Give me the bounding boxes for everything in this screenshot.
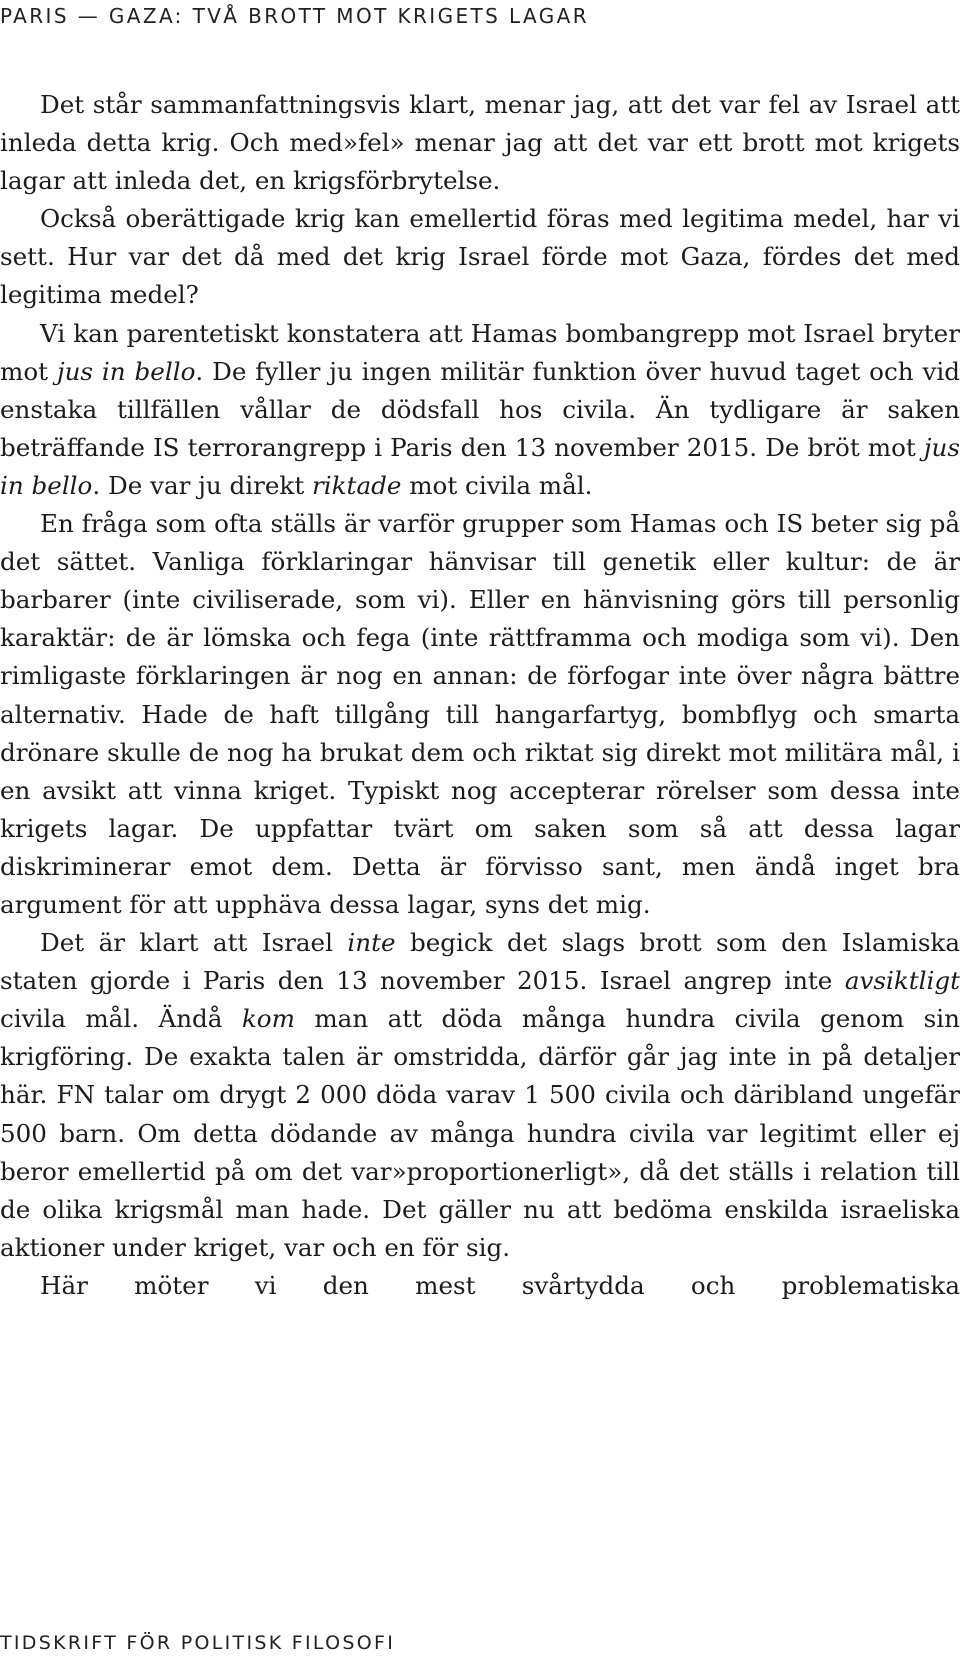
- text-run: . De fyller ju ingen militär funktion över huvud taget och vid enstaka tillfällen vållar de dödsfall hos civila. Än tydligare är saken beträffande IS terrorangrepp i Paris den 13 november 2015. De bröt mot: [0, 356, 960, 462]
- article-body: [0, 86, 960, 1305]
- paragraph: [0, 315, 960, 505]
- text-run: Här möter vi den mest svårtydda och problematiska: [40, 1270, 960, 1300]
- paragraph: [0, 86, 960, 200]
- paragraph: [0, 924, 960, 1267]
- text-run: Vi kan parentetiskt konstatera att Hamas bombangrepp mot Israel bryter mot: [0, 318, 960, 386]
- italic-text: jus in bello: [0, 432, 960, 500]
- italic-text: jus in bello: [56, 356, 196, 386]
- text-run: Också oberättigade krig kan emellertid föras med legitima medel, har vi sett. Hur var det då med det krig Israel förde mot Gaza, fördes det med legitima medel?: [0, 204, 960, 310]
- text-run: mot civila mål.: [401, 470, 593, 500]
- paragraph: [0, 505, 960, 924]
- text-run: begick det slags brott som den Islamiska staten gjorde i Paris den 13 november 2015. Israel angrep inte: [0, 928, 960, 996]
- text-run: Det står sammanfattningsvis klart, menar jag, att det var fel av Israel att inleda detta krig. Och med»fel» menar jag att det var ett brott mot krigets lagar att inleda det, en krigsförbrytelse.: [0, 90, 960, 196]
- italic-text: inte: [347, 928, 396, 958]
- paragraph: [0, 200, 960, 314]
- running-head: PARIS — GAZA: TVÅ BROTT MOT KRIGETS LAGAR: [0, 4, 590, 28]
- text-run: Det är klart att Israel: [40, 928, 348, 958]
- italic-text: kom: [241, 1004, 295, 1034]
- text-run: . De var ju direkt: [92, 470, 313, 500]
- text-run: man att döda många hundra civila genom sin krigföring. De exakta talen är omstridda, därför går jag inte in på detaljer här. FN talar om drygt 2 000 döda varav 1 500 civila och däribland ungefär 500 barn. Om detta dödande av många hundra civila var legitimt eller ej beror emellertid på om det var»proportionerligt», då det ställs i relation till de olika krigsmål man hade. Det gäller nu att bedöma enskilda israeliska aktioner under kriget, var och en för sig.: [0, 1004, 960, 1262]
- italic-text: riktade: [312, 470, 402, 500]
- italic-text: avsiktligt: [844, 966, 960, 996]
- running-foot: TIDSKRIFT FÖR POLITISK FILOSOFI: [0, 1632, 396, 1654]
- paragraph: [0, 1267, 960, 1305]
- text-run: civila mål. Ändå: [0, 1004, 242, 1034]
- text-run: En fråga som ofta ställs är varför grupper som Hamas och IS beter sig på det sättet. Vanliga förklaringar hänvisar till genetik eller kultur: de är barbarer (inte civiliserade, som vi). Eller en hänvisning görs till personlig karaktär: de är lömska och fega (inte rättframma och modiga som vi). Den rimligaste förklaringen är nog en annan: de förfogar inte över några bättre alternativ. Hade de haft tillgång till hangarfartyg, bombflyg och smarta drönare skulle de nog ha brukat dem och riktat sig direkt mot militära mål, i en avsikt att vinna kriget. Typiskt nog accepterar rörelser som dessa inte krigets lagar. De uppfattar tvärt om saken som så att dessa lagar diskriminerar emot dem. Detta är förvisso sant, men ändå inget bra argument för att upphäva dessa lagar, syns det mig.: [0, 509, 960, 919]
